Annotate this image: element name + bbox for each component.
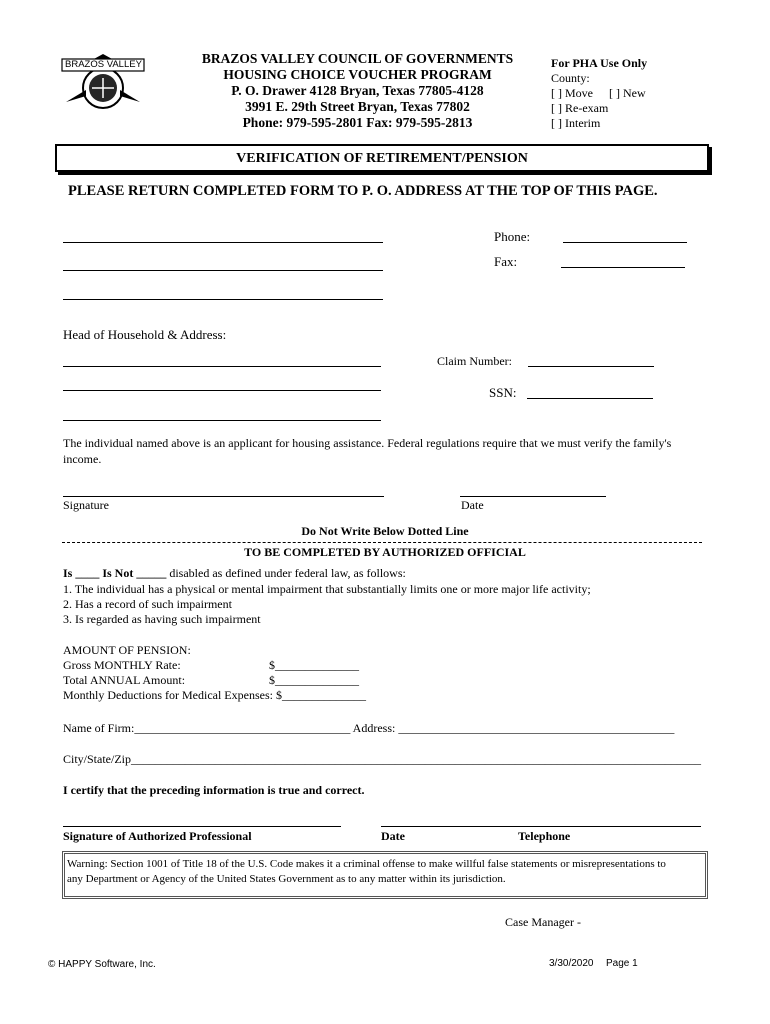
deductions-field[interactable]: Monthly Deductions for Medical Expenses: $______________ [63, 688, 366, 702]
pha-move-checkbox[interactable]: [ ] Move [551, 86, 593, 100]
fax-label: Fax: [494, 254, 518, 269]
address-line-3[interactable] [63, 299, 383, 300]
logo-text: BRAZOS VALLEY [65, 59, 142, 70]
date-label: Date [461, 498, 484, 512]
body-text-2: income. [63, 452, 102, 466]
pha-new-checkbox[interactable]: [ ] New [609, 86, 646, 100]
date2-label: Date [381, 829, 405, 843]
do-not-write-note: Do Not Write Below Dotted Line [301, 524, 469, 538]
pha-move-new-row [551, 86, 721, 101]
pha-use-box [551, 56, 721, 131]
pha-county: County: [551, 71, 590, 85]
street-address: 3991 E. 29th Street Bryan, Texas 77802 [245, 99, 470, 114]
date-field[interactable] [460, 496, 606, 497]
annual-field[interactable]: $______________ [269, 673, 359, 687]
gross-field[interactable]: $______________ [269, 658, 359, 672]
criteria-item: 3. Is regarded as having such impairment [63, 612, 261, 626]
po-address: P. O. Drawer 4128 Bryan, Texas 77805-4128 [231, 83, 484, 98]
org-header [185, 51, 530, 131]
is-is-not-fields[interactable]: Is ____ Is Not _____ [63, 566, 167, 580]
footer-copyright: © HAPPY Software, Inc. [48, 959, 156, 970]
bvcog-logo [56, 50, 150, 114]
address-line-1[interactable] [63, 242, 383, 243]
criteria-item: 2. Has a record of such impairment [63, 597, 232, 611]
org-name: BRAZOS VALLEY COUNCIL OF GOVERNMENTS [201, 51, 514, 66]
signature-field[interactable] [63, 496, 384, 497]
claim-label: Claim Number: [437, 354, 512, 368]
claim-field[interactable] [528, 366, 654, 367]
body-text-1: The individual named above is an applicant for housing assistance. Federal regulations require that we must verify the family's [63, 436, 672, 450]
footer-date: 3/30/2020 [549, 958, 594, 969]
sig-prof-label: Signature of Authorized Professional [63, 829, 252, 843]
amount-title: AMOUNT OF PENSION: [63, 643, 191, 657]
ssn-label: SSN: [489, 385, 517, 400]
dotted-divider [62, 542, 702, 543]
certify-statement: I certify that the preceding information is true and correct. [63, 783, 365, 797]
hoh-line-3[interactable] [63, 420, 381, 421]
hoh-line-2[interactable] [63, 390, 381, 391]
form-title-box [55, 144, 709, 172]
criteria-item: 1. The individual has a physical or mental impairment that substantially limits one or more major life activity; [63, 582, 591, 596]
return-instruction: PLEASE RETURN COMPLETED FORM TO P. O. ADDRESS AT THE TOP OF THIS PAGE. [68, 183, 658, 199]
phone-fax: Phone: 979-595-2801 Fax: 979-595-2813 [242, 115, 473, 130]
warning-line-1: Warning: Section 1001 of Title 18 of the U.S. Code makes it a criminal offense to make willful false statements or misrepresentations to [67, 858, 666, 870]
hoh-label: Head of Household & Address: [63, 327, 227, 342]
disability-statement [63, 566, 406, 581]
fax-field[interactable] [561, 267, 685, 268]
warning-box [62, 851, 708, 899]
gross-label: Gross MONTHLY Rate: [63, 658, 181, 672]
case-manager-label: Case Manager - [505, 915, 581, 929]
professional-signature-field[interactable] [63, 826, 341, 827]
date-telephone-field[interactable] [381, 826, 701, 827]
pha-interim-checkbox[interactable]: [ ] Interim [551, 116, 601, 130]
annual-label: Total ANNUAL Amount: [63, 673, 186, 687]
disabled-text: disabled as defined under federal law, as follows: [166, 566, 406, 580]
warning-line-2: any Department or Agency of the United States Government as to any matter within its jurisdiction. [67, 873, 506, 885]
telephone-label: Telephone [518, 829, 571, 843]
amount-section [63, 643, 483, 703]
city-state-zip-field[interactable]: City/State/Zip_______________________________________________________________________________________________ [63, 752, 701, 766]
official-header: TO BE COMPLETED BY AUTHORIZED OFFICIAL [244, 545, 526, 559]
ssn-field[interactable] [527, 398, 653, 399]
firm-address-field[interactable]: Name of Firm:____________________________________ Address: ______________________________________________ [63, 721, 675, 735]
pha-title: For PHA Use Only [551, 56, 648, 70]
signature-label: Signature [63, 498, 109, 512]
form-title: VERIFICATION OF RETIREMENT/PENSION [236, 151, 528, 166]
program-name: HOUSING CHOICE VOUCHER PROGRAM [223, 67, 492, 82]
pha-reexam-checkbox[interactable]: [ ] Re-exam [551, 101, 609, 115]
phone-label: Phone: [494, 229, 531, 244]
phone-field[interactable] [563, 242, 687, 243]
footer-page: Page 1 [606, 958, 638, 969]
criteria-list [63, 582, 591, 627]
address-line-2[interactable] [63, 270, 383, 271]
hoh-line-1[interactable] [63, 366, 381, 367]
